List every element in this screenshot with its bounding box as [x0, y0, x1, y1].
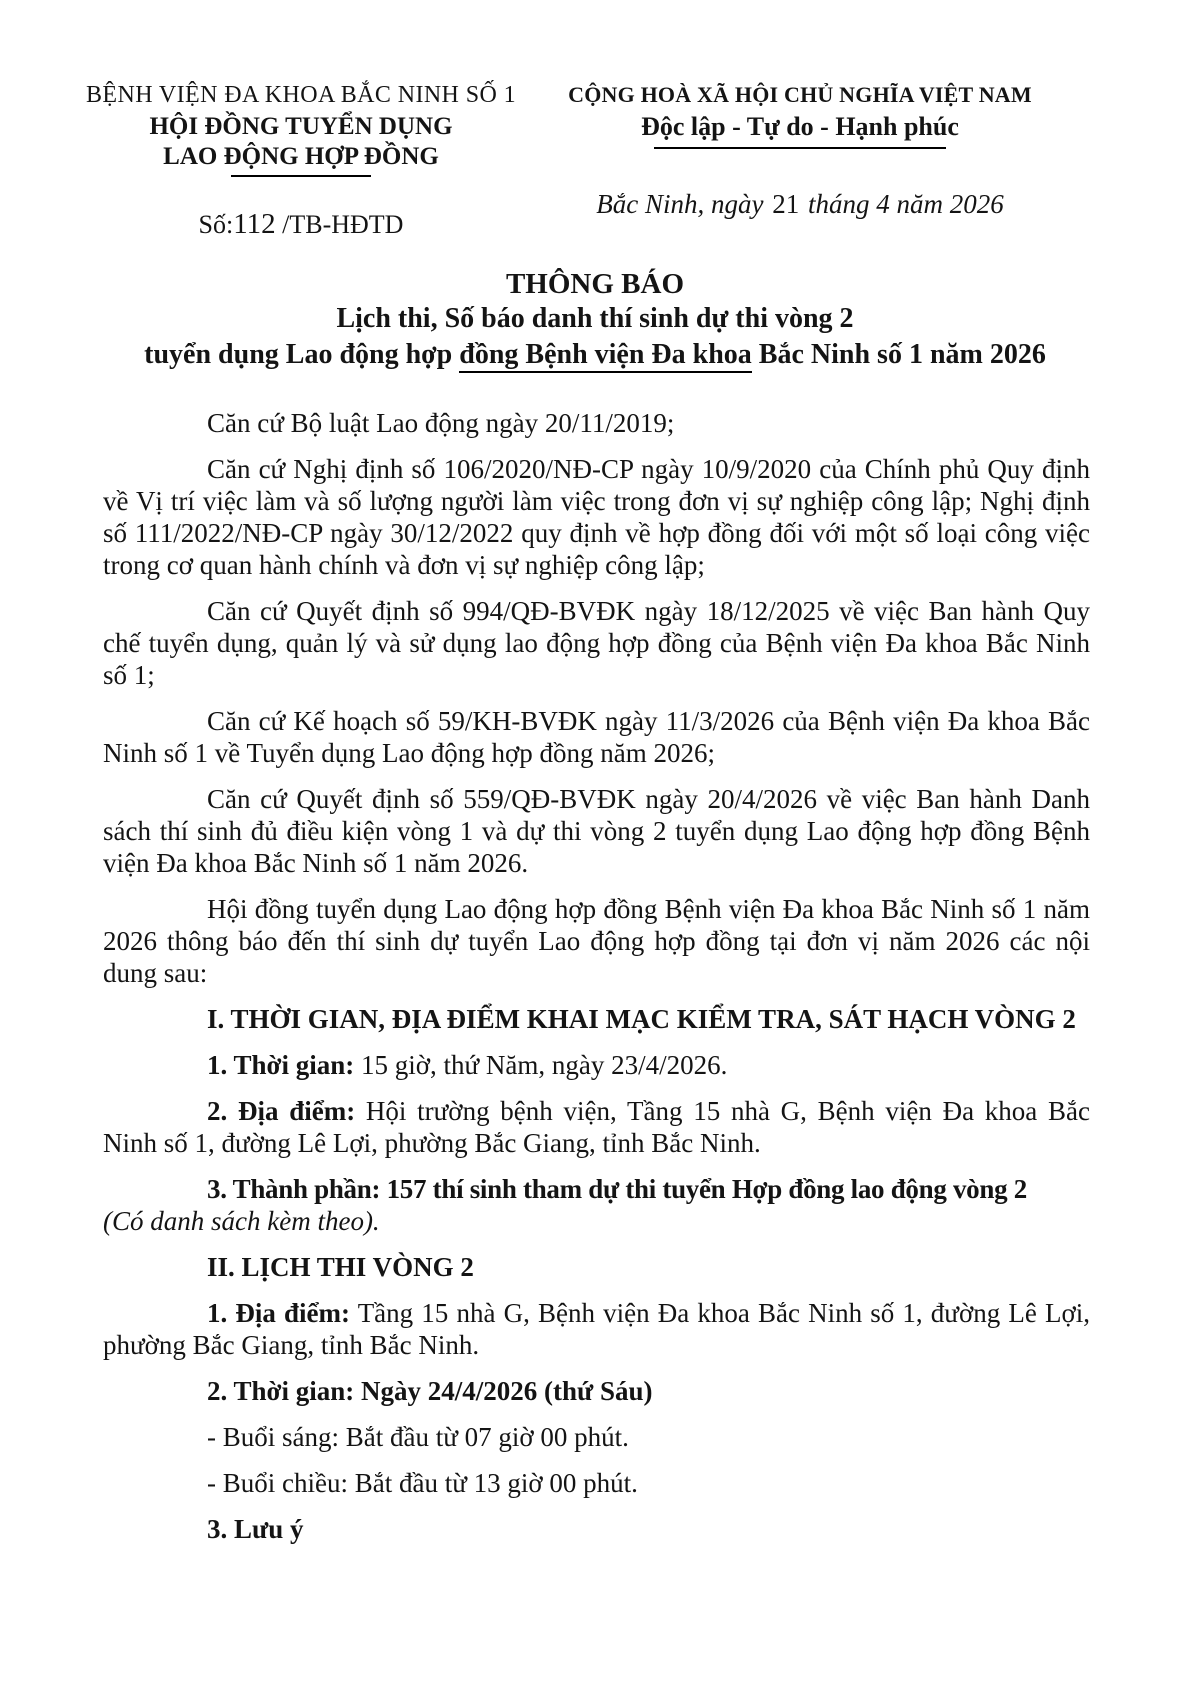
text-section1-place: Hội trường bệnh viện, Tầng 15 nhà G, Bệnh viện Đa khoa Bắc Ninh số 1, đường Lê Lợi, phường Bắc Giang, tỉnh Bắc Ninh.: [103, 1096, 1091, 1158]
text-section2-place: Tầng 15 nhà G, Bệnh viện Đa khoa Bắc Ninh số 1, đường Lê Lợi, phường Bắc Giang, tỉnh Bắc Ninh.: [103, 1298, 1091, 1360]
place-date: [565, 189, 1035, 220]
org-council-line-2: LAO ĐỘNG HỢP ĐỒNG: [163, 143, 439, 170]
org-name: BỆNH VIỆN ĐA KHOA BẮC NINH SỐ 1: [86, 82, 516, 108]
paragraph-notes-heading: 3. Lưu ý: [207, 1514, 304, 1544]
lead-section1-time: 1. Thời gian:: [207, 1050, 355, 1080]
paragraph-afternoon-session: - Buổi chiều: Bắt đầu từ 13 giờ 00 phút.: [207, 1468, 638, 1498]
paragraph-section1-time: [103, 1049, 1090, 1081]
lead-section2-place: 1. Địa điểm:: [207, 1298, 351, 1328]
title-subtitle-1: Lịch thi, Số báo danh thí sinh dự thi vòng 2: [336, 303, 854, 334]
document-title: [0, 267, 1190, 374]
document-header: [0, 80, 1190, 241]
subtitle-underlined-segment: đồng Bệnh viện Đa khoa: [459, 339, 752, 373]
paragraph-section1-place: [103, 1095, 1090, 1159]
place-date-prefix: Bắc Ninh, ngày: [596, 189, 764, 219]
place-date-day: 21: [772, 189, 800, 219]
subtitle-post: Bắc Ninh số 1 năm 2026: [751, 339, 1046, 370]
doc-number-suffix: /TB-HĐTD: [282, 210, 404, 239]
paragraph-section2-time: 2. Thời gian: Ngày 24/4/2026 (thứ Sáu): [207, 1376, 653, 1406]
title-subtitle-2: [0, 336, 1190, 374]
paragraph-legal-basis-3: Căn cứ Quyết định số 994/QĐ-BVĐK ngày 18/12/2025 về việc Ban hành Quy chế tuyển dụng, quản lý và sử dụng lao động hợp đồng của Bệnh viện Đa khoa Bắc Ninh số 1;: [103, 596, 1090, 690]
title-notice: THÔNG BÁO: [505, 268, 685, 300]
paragraph-legal-basis-5: Căn cứ Quyết định số 559/QĐ-BVĐK ngày 20/4/2026 về việc Ban hành Danh sách thí sinh đủ điều kiện vòng 1 và dự thi vòng 2 tuyển dụng Lao động hợp đồng Bệnh viện Đa khoa Bắc Ninh số 1 năm 2026.: [103, 784, 1090, 878]
org-underline: [231, 175, 371, 177]
doc-number: [70, 208, 532, 241]
text-section1-time: 15 giờ, thứ Năm, ngày 23/4/2026.: [354, 1050, 728, 1080]
national-header-block: [565, 80, 1035, 241]
paragraph-morning-session: - Buổi sáng: Bắt đầu từ 07 giờ 00 phút.: [207, 1422, 629, 1452]
paragraph-legal-basis-4: Căn cứ Kế hoạch số 59/KH-BVĐK ngày 11/3/2026 của Bệnh viện Đa khoa Bắc Ninh số 1 về Tuyển dụng Lao động hợp đồng năm 2026;: [103, 706, 1090, 768]
subtitle-pre: tuyển dụng Lao động hợp: [144, 339, 460, 370]
national-name: CỘNG HOÀ XÃ HỘI CHỦ NGHĨA VIỆT NAM: [568, 82, 1032, 107]
paragraph-legal-basis-1: Căn cứ Bộ luật Lao động ngày 20/11/2019;: [207, 408, 675, 438]
section-heading-2: II. LỊCH THI VÒNG 2: [207, 1252, 474, 1282]
lead-section1-members: 3. Thành phần: 157 thí sinh tham dự thi tuyển Hợp đồng lao động vòng 2: [207, 1174, 1027, 1204]
paragraph-section1-members: [103, 1173, 1090, 1237]
doc-number-value: 112: [233, 208, 276, 240]
paragraph-announcement-intro: Hội đồng tuyển dụng Lao động hợp đồng Bệnh viện Đa khoa Bắc Ninh số 1 năm 2026 thông báo đến thí sinh dự tuyển Lao động hợp đồng tại đơn vị năm 2026 các nội dung sau:: [103, 894, 1090, 988]
paragraph-section2-place: [103, 1297, 1090, 1361]
document-body: [0, 407, 1190, 1545]
org-council-line-1: HỘI ĐỒNG TUYỂN DỤNG: [149, 113, 453, 140]
paragraph-legal-basis-2: Căn cứ Nghị định số 106/2020/NĐ-CP ngày 10/9/2020 của Chính phủ Quy định về Vị trí việc làm và số lượng người làm việc trong đơn vị sự nghiệp công lập; Nghị định số 111/2022/NĐ-CP ngày 30/12/2022 quy định về hợp đồng đối với một số loại công việc trong cơ quan hành chính và đơn vị sự nghiệp công lập;: [103, 454, 1090, 580]
national-motto: Độc lập - Tự do - Hạnh phúc: [641, 112, 959, 141]
note-attached-list: (Có danh sách kèm theo).: [103, 1206, 380, 1236]
place-date-suffix: tháng 4 năm 2026: [807, 189, 1004, 219]
doc-number-prefix: Số:: [198, 210, 234, 239]
section-heading-1: I. THỜI GIAN, ĐỊA ĐIỂM KHAI MẠC KIỂM TRA, SÁT HẠCH VÒNG 2: [207, 1004, 1076, 1034]
issuing-org-block: [70, 80, 532, 241]
lead-section1-place: 2. Địa điểm:: [207, 1096, 356, 1126]
motto-underline: [654, 147, 946, 149]
